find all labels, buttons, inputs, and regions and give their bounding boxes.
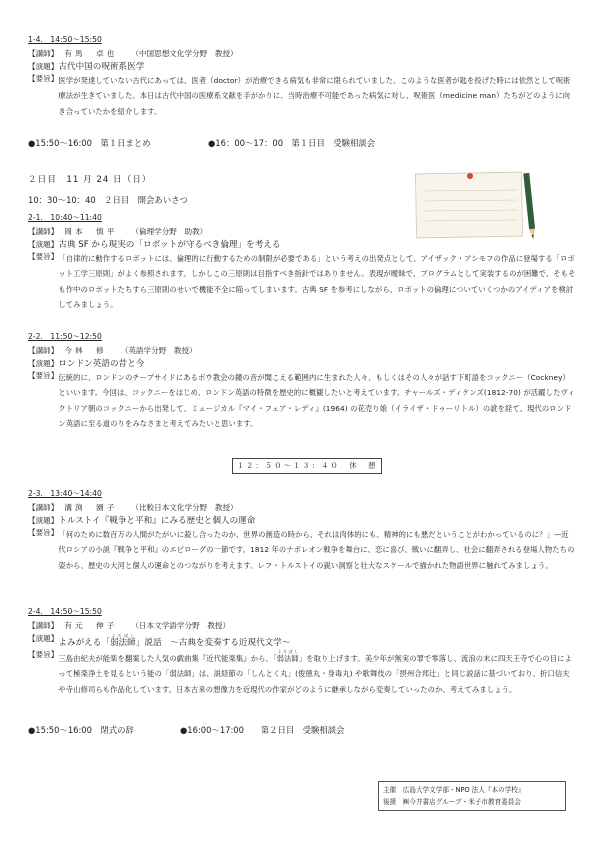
lecturer-affiliation: （日本文学語学分野 教授） [131,621,231,630]
label-summary: 【要旨】 [28,650,59,659]
lunch-break-box: １２：５０～１３：４０ 休 憩 [232,458,382,474]
topic-row [28,633,576,650]
label-lecturer: 【講師】 [28,503,59,512]
label-lecturer: 【講師】 [28,621,59,630]
lecture-title: ロンドン英語の昔と今 [58,358,145,369]
summary-row [28,649,576,697]
session-header: 2-2. 11:50～12:50 [28,332,102,341]
title-ruby-word [109,632,136,648]
lecturer-name: 溝渕 園子 [64,503,118,512]
ruby-base: 弱法師 [109,637,136,648]
label-topic: 【演題】 [28,633,59,643]
topic-row [28,239,576,252]
lecture-abstract: 「自律的に動作するロボットには、倫理的に行動するための制限が必要である」という考えの出発点として、アイザック・アシモフの作品に登場する「ロボット工学三原則」がよく参照されます。しかしこの三原則は目指すべき指針ではありません。表現が曖昧で、プログラムとして実装するのが困難で、そもそも作中のロボットたちすら三原則のせいで機能不全に陥ってしまいます。古典 SF を参考にしながら、ロボットの倫理についていくつかのアイディアを検討してみましょう。 [58,254,576,309]
label-lecturer: 【講師】 [28,227,59,236]
lecture-title: トルストイ『戦争と平和』にみる歴史と個人の運命 [58,515,256,526]
lecture-abstract: 医学が発達していない古代にあっては、医者（doctor）が治療できる病気も非常に限られていました。このような医者が匙を投げた時には依然として呪術療法が生きていました。本日は古代中国の医療系文献を手がかりに、当時治療不可能であった病気に対し、呪術医（medicine man）たちがどのように向き合っていたかを紹介します。 [58,76,571,116]
lecturer-name: 有元 伸子 [64,621,118,630]
lecture-title: 古代中国の呪術系医学 [58,61,145,72]
abstract-part-1: 三島由紀夫が能楽を翻案した人気の戯曲集『近代能楽集』から、「 [58,654,277,663]
summary-row [28,251,576,312]
lecture-abstract [58,649,576,697]
lecturer-affiliation: （比較日本文化学分野 教授） [131,503,238,512]
session-2-3 [28,488,576,573]
session-2-4 [28,606,576,697]
title-part-1: よみがえる「 [58,637,110,648]
session-2-2 [28,331,576,431]
label-topic: 【演題】 [28,61,59,71]
lecturer-name: 今林 修 [64,346,107,355]
day1-closing: ●15:50～16:00 第１日まとめ [28,138,151,148]
lecturer-affiliation: （英語学分野 教授） [120,346,197,355]
day2-opening: 10：30～10：40 ２日目 開会あいさつ [28,195,188,205]
day2-heading: ２日目 11 月 24 日（日） [28,175,152,185]
session-header: 2-4. 14:50～15:50 [28,607,102,616]
label-summary: 【要旨】 [28,528,59,537]
lecture-title [58,633,576,650]
session-1-4 [28,34,576,119]
lecture-abstract: 「何のために数百万の人間がたがいに殺し合ったのか、世界の創造の時から、それは肉体的にも、精神的にも悪だということがわかっているのに？」—近代ロシアの小説『戦争と平和』のエピローグの一節です。1812 年のナポレオン戦争を舞台に、恋に喜び、戦いに翻弄し、社会に翻弄される登場人物たちの姿から、歴史の大河と個人の運命とのつながりを考えます。レフ・トルストイの鋭い洞察と壮大なスケールで描かれた物語世界に触れてみましょう。 [58,530,575,570]
sponsor-box [378,781,566,811]
label-summary: 【要旨】 [28,74,59,83]
topic-row [28,358,576,371]
lecturer-row [28,620,576,633]
supporter-line: 後援 ㈱今井書店グループ・米子市教育委員会 [383,798,521,806]
label-lecturer: 【講師】 [28,49,59,58]
lecturer-row [28,226,576,239]
day2-closing: ●15:50～16:00 閉式の辞 [28,725,134,735]
title-part-2: 」説話 ～古典を変奏する近現代文学～ [135,637,291,648]
ruby-base: 弱法師 [276,654,299,663]
day1-consultation: ●16：00～17：00 第１日目 受験相談会 [208,138,376,148]
summary-row [28,370,576,431]
session-header: 2-3. 13:40～14:40 [28,489,102,498]
lecturer-row [28,345,576,358]
day2-consultation: ●16:00～17:00 第２日目 受験相談会 [180,725,345,735]
label-summary: 【要旨】 [28,371,59,380]
lecturer-affiliation: （倫理学分野 助教） [131,227,208,236]
label-summary: 【要旨】 [28,252,59,261]
ruby-reading: よろぼし [109,632,136,638]
label-topic: 【演題】 [28,358,59,368]
session-2-1 [28,212,576,312]
summary-row [28,73,576,119]
session-header: 2-1. 10:40～11:40 [28,213,102,222]
lecture-abstract: 伝統的に、ロンドンのチープサイドにあるボウ教会の鐘の音が聞こえる範囲内に生まれた人々、もしくはその人々が話す下町語をコックニー（Cockney）といいます。今回は、コックニーをはじめ、ロンドン英語の特徴を歴史的に概観したいと考えています。チャールズ・ディケンズ(1812-70) が活躍したヴィクトリア朝のコックニーから出発して、ミュージカル『マイ・フェア・レディ』(1964) の花売り娘（イライザ・ドゥーリトル）の訛を経て、現代のロンドン英語に至る道のりをみなさまと考えてみたいと思います。 [58,373,575,428]
label-topic: 【演題】 [28,239,59,249]
ruby-reading: よろぼし [276,649,299,654]
lecturer-affiliation: （中国思想文化学分野 教授） [131,49,238,58]
topic-row [28,515,576,528]
topic-row [28,61,576,74]
lecture-title: 古典 SF から現実の「ロボットが守るべき倫理」を考える [58,239,281,250]
label-topic: 【演題】 [28,515,59,525]
lecturer-name: 岡本 慎平 [64,227,118,236]
session-header: 1-4. 14:50～15:50 [28,35,102,44]
lecturer-row [28,502,576,515]
organizer-line: 主催 広島大学文学部・NPO 法人『本の学校』 [383,786,525,794]
abstract-part-2: 」を取り上げます。美少年が無実の罪で零落し、流浪の末に四天王寺で心の目によって極楽浄土を見るという能の「弱法師」は、説経節の「しんとく丸」(俊徳丸・身毒丸) や歌舞伎の「摂州合邦辻」と同じ説話に基づいており、折口信夫や寺山修司らも作品化しています。日本古来の想像力を近現代の作家がどのように継承しながら変奏していったのか、考えてみましょう。 [58,654,572,694]
label-lecturer: 【講師】 [28,346,59,355]
abstract-ruby-word [276,649,299,663]
lecturer-row [28,48,576,61]
lecturer-name: 有馬 卓也 [64,49,118,58]
summary-row [28,527,576,573]
